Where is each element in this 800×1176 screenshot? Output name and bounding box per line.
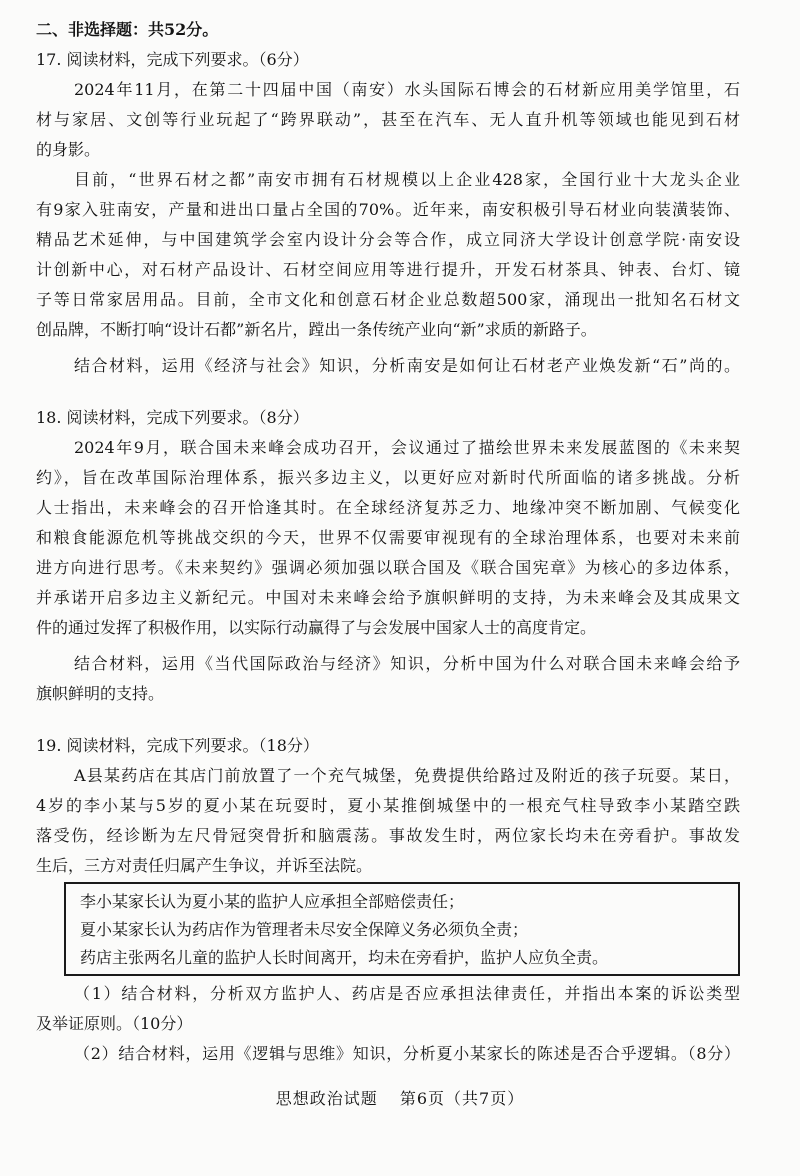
q17-material-line: 材与家居、文创等行业玩起了“跨界联动”，甚至在汽车、无人直升机等领域也能见到石材 <box>36 110 740 129</box>
q19-sub2: （2）结合材料，运用《逻辑与思维》知识，分析夏小某家长的陈述是否合乎逻辑。（8分） <box>74 1044 740 1063</box>
q17-heading: 17. 阅读材料，完成下列要求。（6分） <box>36 50 309 69</box>
q17-material-line: 有9家入驻南安，产量和进出口量占全国的70%。近年来，南安积极引导石材业向装潢装饰、 <box>36 200 740 219</box>
q18-material-line: 约》，旨在改革国际治理体系，振兴多边主义，以更好应对新时代所面临的诸多挑战。分析 <box>36 468 740 487</box>
q18-material-line: 并承诺开启多边主义新纪元。中国对未来峰会给予旗帜鲜明的支持，为未来峰会及其成果文 <box>36 588 740 607</box>
q17-material-line: 计创新中心，对石材产品设计、石材空间应用等进行提升，开发石材茶具、钟表、台灯、镜 <box>36 260 740 279</box>
section-title: 二、非选择题：共52分。 <box>36 20 219 39</box>
q17-material-line: 创品牌，不断打响“设计石都”新名片，蹚出一条传统产业向“新”求质的新路子。 <box>36 320 597 339</box>
q19-heading: 19. 阅读材料，完成下列要求。（18分） <box>36 736 319 755</box>
q19-material-line: 落受伤，经诊断为左尺骨冠突骨折和脑震荡。事故发生时，两位家长均未在旁看护。事故发 <box>36 826 740 845</box>
q19-material-line: 4岁的李小某与5岁的夏小某在玩耍时，夏小某推倒城堡中的一根充气柱导致李小某踏空跌 <box>36 796 740 815</box>
q18-question-line: 结合材料，运用《当代国际政治与经济》知识，分析中国为什么对联合国未来峰会给予 <box>74 654 740 673</box>
q19-sub1-line: （1）结合材料，分析双方监护人、药店是否应承担法律责任，并指出本案的诉讼类型 <box>74 984 740 1003</box>
q18-material-line: 和粮食能源危机等挑战交织的今天，世界不仅需要审视现有的全球治理体系，也要对未来前 <box>36 528 740 547</box>
q19-material-line: 生后，三方对责任归属产生争议，并诉至法院。 <box>36 856 373 875</box>
q18-question-line: 旗帜鲜明的支持。 <box>36 684 165 703</box>
q17-question: 结合材料，运用《经济与社会》知识，分析南安是如何让石材老产业焕发新“石”尚的。 <box>74 356 740 375</box>
q17-material-line: 目前，“世界石材之都”南安市拥有石材规模以上企业428家，全国行业十大龙头企业 <box>74 170 740 189</box>
dispute-box-line: 李小某家长认为夏小某的监护人应承担全部赔偿责任； <box>80 892 465 911</box>
q17-material-line: 的身影。 <box>36 140 101 159</box>
q17-material-line: 精品艺术延伸，与中国建筑学会室内设计分会等合作，成立同济大学设计创意学院·南安设 <box>36 230 740 249</box>
q18-material-line: 件的通过发挥了积极作用，以实际行动赢得了与会发展中国家人士的高度肯定。 <box>36 618 597 637</box>
dispute-box-line: 夏小某家长认为药店作为管理者未尽安全保障义务必须负全责； <box>80 920 529 939</box>
q18-material-line: 进方向进行思考。《未来契约》强调必须加强以联合国及《联合国宪章》为核心的多边体系， <box>36 558 740 577</box>
q18-heading: 18. 阅读材料，完成下列要求。（8分） <box>36 408 309 427</box>
q18-material-line: 2024年9月，联合国未来峰会成功召开，会议通过了描绘世界未来发展蓝图的《未来契 <box>74 438 740 457</box>
q17-material-line: 子等日常家居用品。目前，全市文化和创意石材企业总数超500家，涌现出一批知名石材文 <box>36 290 740 309</box>
q17-material-line: 2024年11月，在第二十四届中国（南安）水头国际石博会的石材新应用美学馆里，石 <box>74 80 740 99</box>
q19-sub1-line: 及举证原则。（10分） <box>36 1014 193 1033</box>
footer-subject: 思想政治试题 <box>275 1089 378 1108</box>
q19-material-line: A县某药店在其店门前放置了一个充气城堡，免费提供给路过及附近的孩子玩耍。某日， <box>74 766 740 785</box>
dispute-box-line: 药店主张两名儿童的监护人长时间离开，均未在旁看护，监护人应负全责。 <box>80 948 609 967</box>
footer-page-number: 第6页（共7页） <box>399 1089 525 1108</box>
q18-material-line: 人士指出，未来峰会的召开恰逢其时。在全球经济复苏乏力、地缘冲突不断加剧、气候变化 <box>36 498 740 517</box>
page-footer <box>0 1086 800 1109</box>
